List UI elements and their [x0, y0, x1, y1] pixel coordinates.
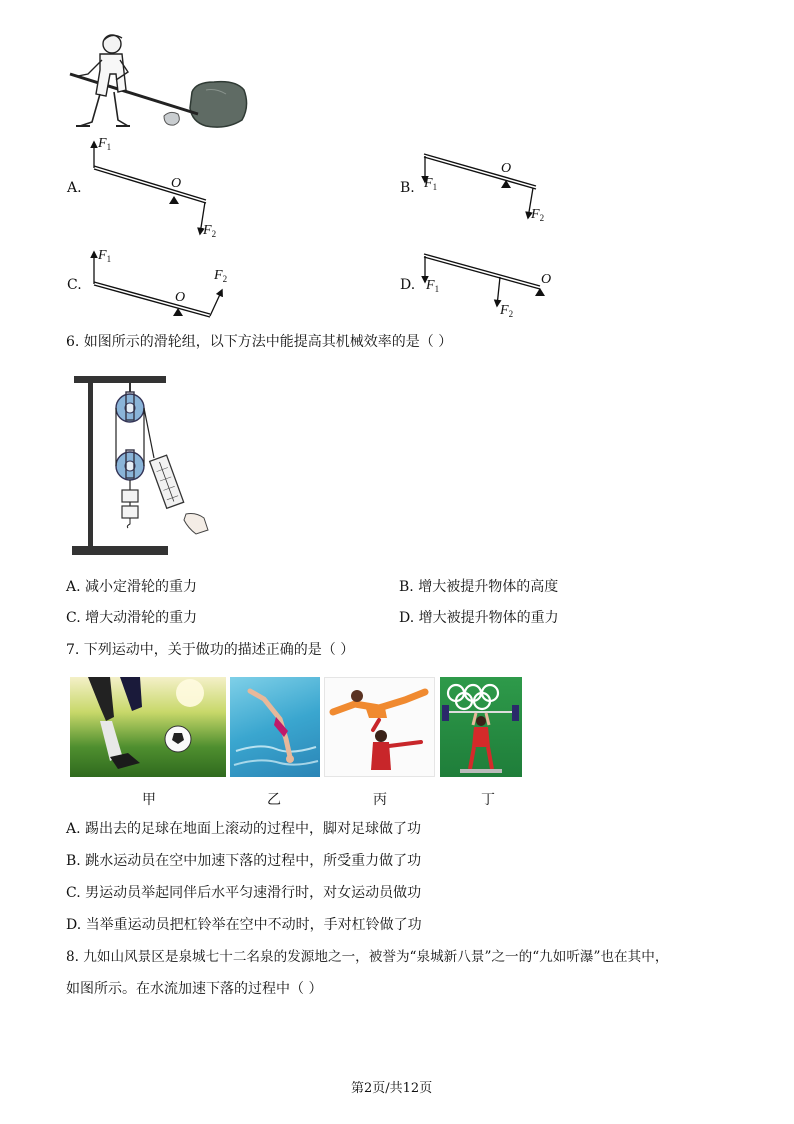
force-f2-subscript: 2	[222, 274, 228, 284]
question-7-stem: 7. 下列运动中，关于做功的描述正确的是（ ）	[66, 642, 355, 658]
q7-option-b: B. 跳水运动员在空中加速下落的过程中，所受重力做了功	[66, 853, 422, 869]
q7-option-c: C. 男运动员举起同伴后水平匀速滑行时，对女运动员做功	[66, 885, 422, 901]
question-6-stem: 6. 如图所示的滑轮组，以下方法中能提高其机械效率的是（ ）	[66, 334, 453, 350]
diving-photo	[230, 677, 320, 777]
pivot-o-label: O	[541, 272, 552, 287]
weightlifting-photo	[440, 677, 522, 777]
force-f1-subscript: 1	[434, 284, 440, 294]
force-f2-subscript: 2	[539, 213, 545, 223]
lever-diagram-b	[420, 148, 545, 228]
question-8-stem-line1: 8. 九如山风景区是泉城七十二名泉的发源地之一，被誉为“泉城新八景”之一的“九如听瀑”也在其中，	[66, 949, 669, 965]
force-f2-label: F	[500, 303, 509, 318]
caption-yi: 乙	[267, 792, 281, 808]
pulley-system-figure	[70, 368, 210, 560]
soccer-kick-photo	[70, 677, 226, 777]
force-f1-label: F	[426, 278, 435, 293]
q6-option-c: C. 增大动滑轮的重力	[66, 610, 198, 626]
q6-option-a: A. 减小定滑轮的重力	[66, 579, 198, 595]
option-b-label: B.	[400, 180, 415, 196]
lever-man-illustration	[66, 30, 256, 134]
force-f2-label: F	[214, 268, 223, 283]
force-f2-label: F	[203, 223, 212, 238]
q7-option-a: A. 踢出去的足球在地面上滚动的过程中，脚对足球做了功	[66, 821, 422, 837]
force-f1-label: F	[98, 248, 107, 263]
force-f1-subscript: 1	[106, 254, 112, 264]
pivot-o-label: O	[171, 176, 182, 191]
caption-jia: 甲	[142, 792, 156, 808]
q6-option-b: B. 增大被提升物体的高度	[399, 579, 559, 595]
pivot-o-label: O	[175, 290, 186, 305]
force-f2-subscript: 2	[508, 309, 514, 319]
page-number-footer: 第2页/共12页	[351, 1081, 433, 1096]
lever-diagram-a	[88, 138, 218, 243]
option-a-label: A.	[67, 180, 82, 196]
option-c-label: C.	[67, 277, 82, 293]
lever-diagram-d	[420, 248, 550, 328]
caption-bing: 丙	[373, 792, 387, 808]
force-f1-label: F	[98, 136, 107, 151]
force-f1-subscript: 1	[432, 182, 438, 192]
pivot-o-label: O	[501, 161, 512, 176]
force-f2-label: F	[531, 207, 540, 222]
figure-skating-photo	[324, 677, 435, 777]
option-d-label: D.	[400, 277, 416, 293]
q7-option-d: D. 当举重运动员把杠铃举在空中不动时，手对杠铃做了功	[66, 917, 422, 933]
q6-option-d: D. 增大被提升物体的重力	[399, 610, 559, 626]
question-8-stem-line2: 如图所示。在水流加速下落的过程中（ ）	[66, 981, 323, 997]
caption-ding: 丁	[481, 792, 495, 808]
force-f1-subscript: 1	[106, 142, 112, 152]
force-f2-subscript: 2	[211, 229, 217, 239]
force-f1-label: F	[424, 176, 433, 191]
